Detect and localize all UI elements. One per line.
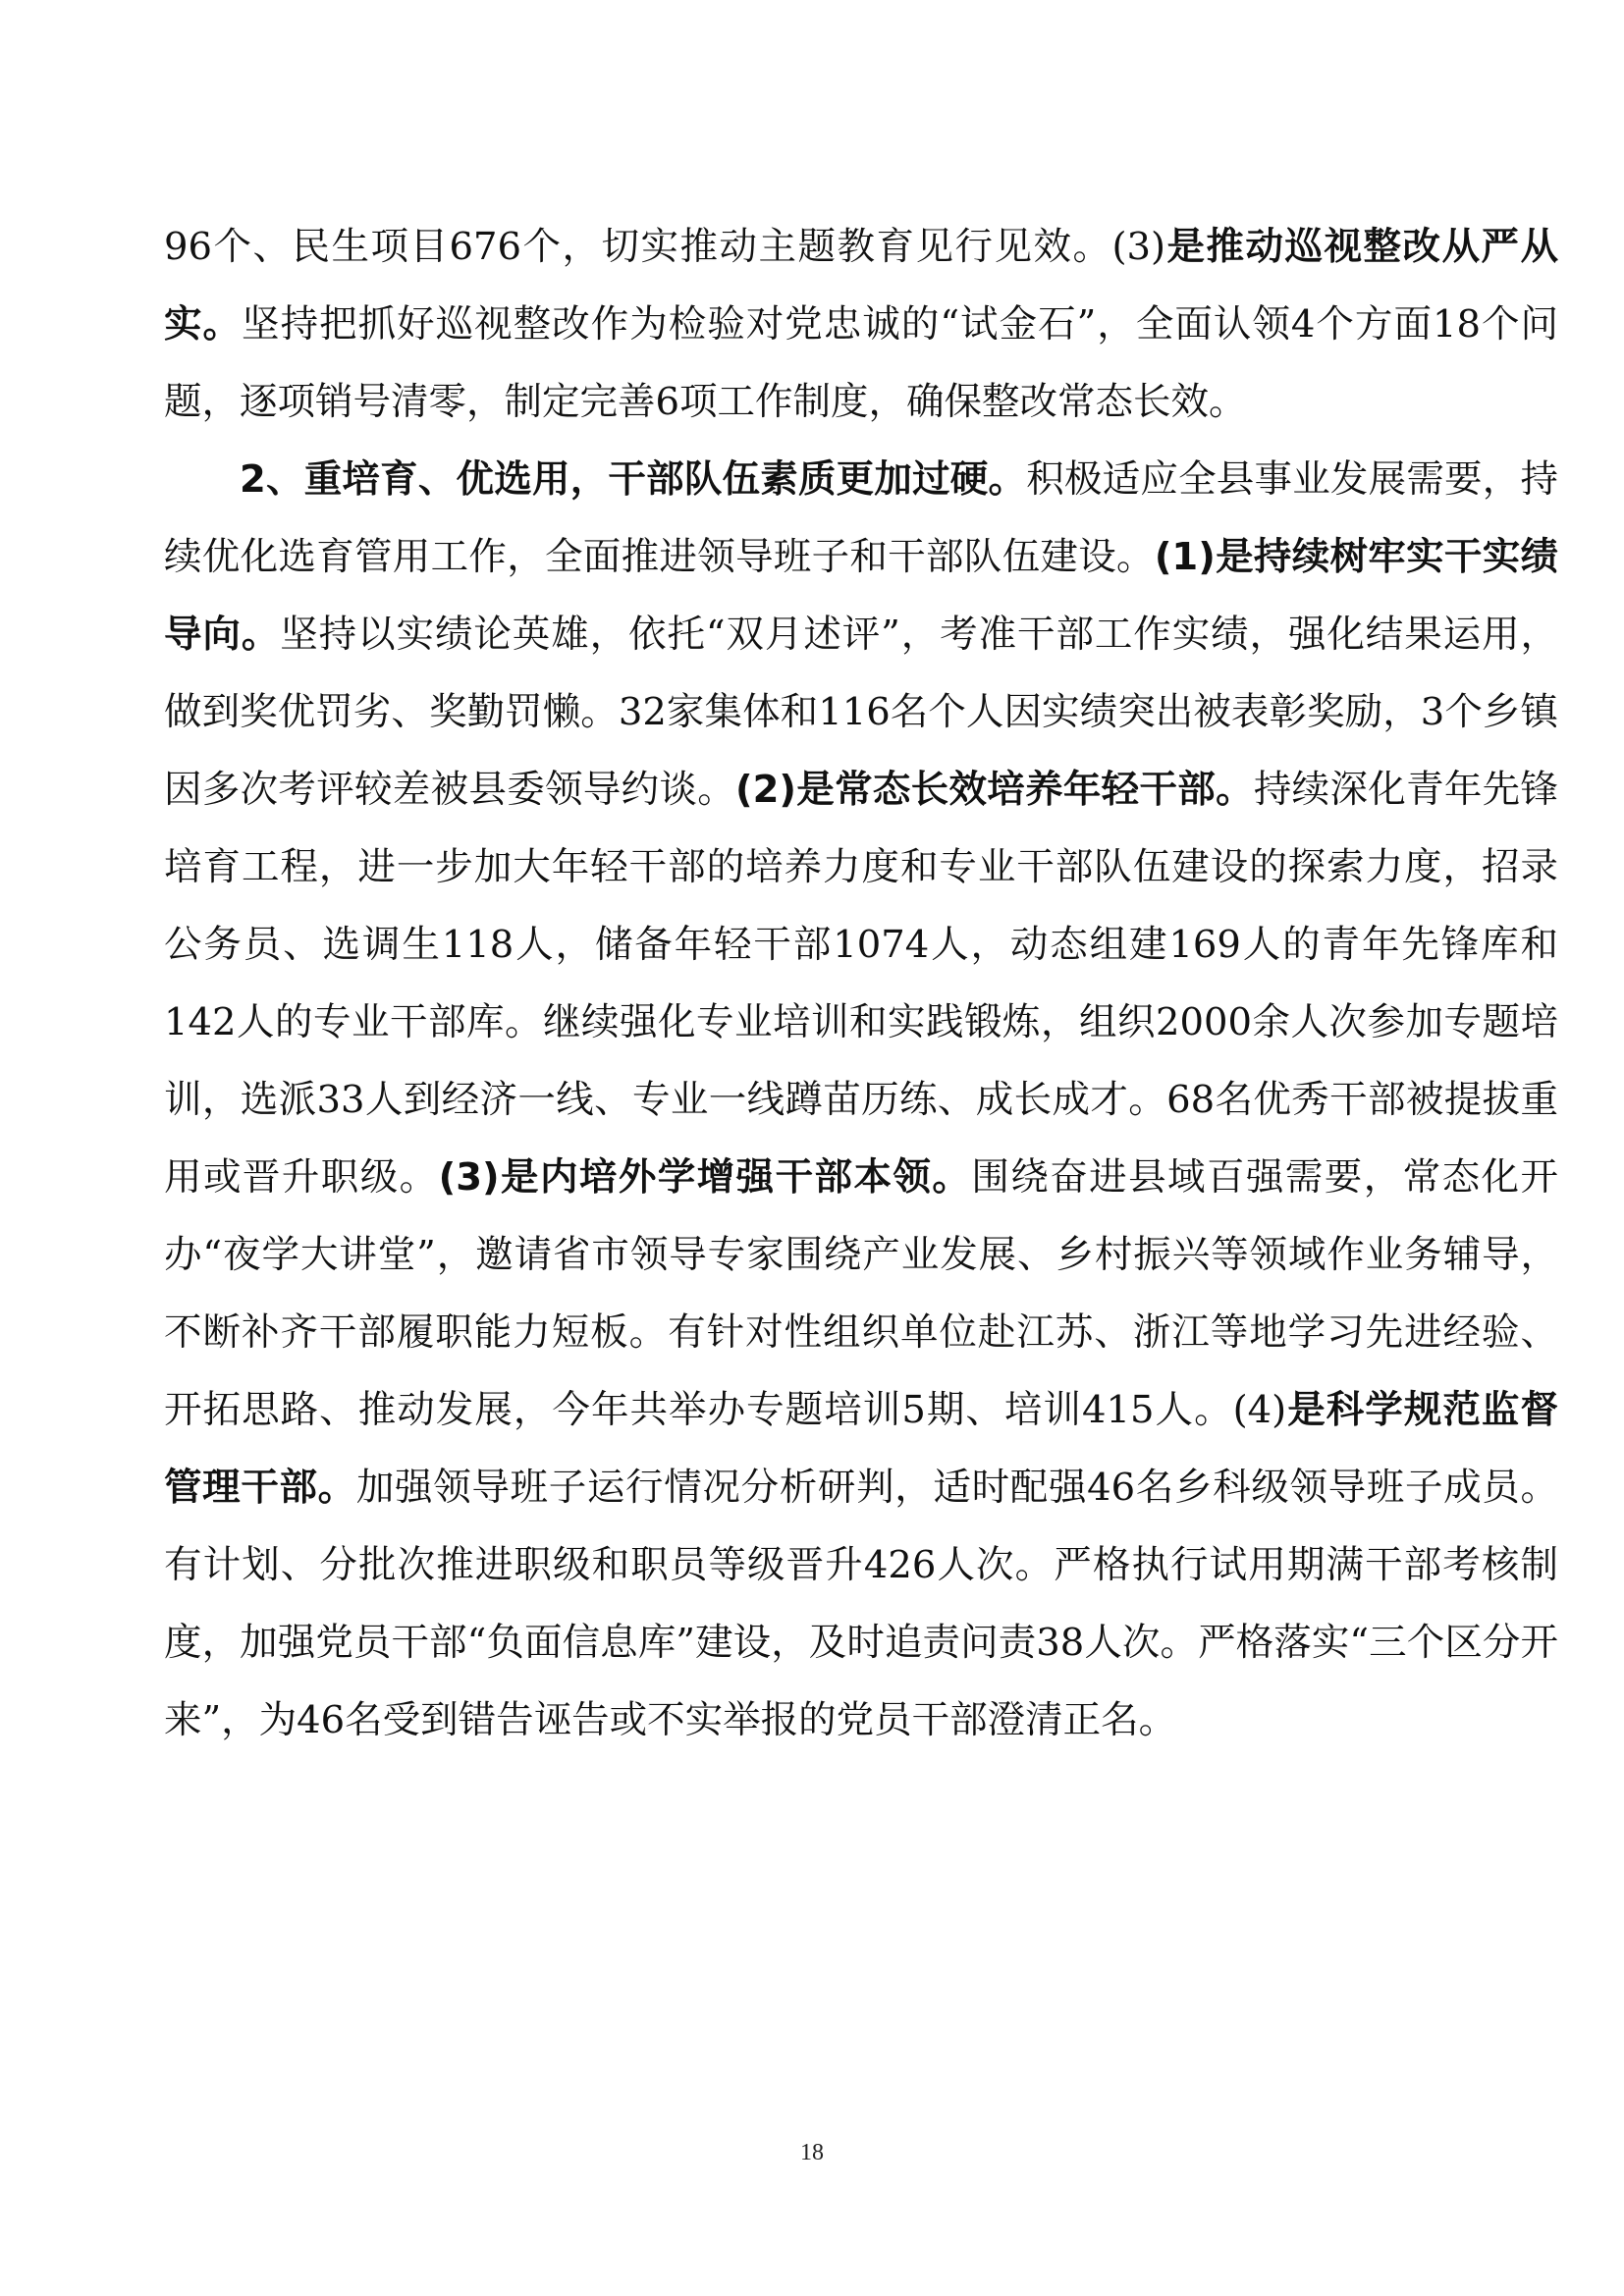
paragraph-2-text-1: 积极适应全县事业发展需要，持续优化选育管用工作，全面推进领导班子和干部队伍建设。 bbox=[164, 457, 1558, 579]
paragraph-2-text-5: 加强领导班子运行情况分析研判，适时配强46名乡科级领导班子成员。有计划、分批次推进职级和职员等级晋升426人次。严格执行试用期满干部考核制度，加强党员干部“负面信息库”建设，及时追责问责38人次。严格落实“三个区分开来”，为46名受到错告诬告或不实举报的党员干部澄清正名。 bbox=[164, 1466, 1558, 1742]
body-text bbox=[164, 208, 1558, 1759]
paragraph-1-heading-3: 是推动巡视整改从严从实。 bbox=[164, 225, 1558, 347]
subheading-1: (1)是持续树牢实干实绩导向。 bbox=[164, 535, 1558, 657]
subheading-3: (3)是内培外学增强干部本领。 bbox=[438, 1155, 972, 1200]
paragraph-2-text-2: 坚持以实绩论英雄，依托“双月述评”，考准干部工作实绩，强化结果运用，做到奖优罚劣、奖勤罚懒。32家集体和116名个人因实绩突出被表彰奖励，3个乡镇因多次考评较差被县委领导约谈。 bbox=[164, 613, 1558, 812]
section-2-heading: 2、重培育、优选用，干部队伍素质更加过硬。 bbox=[240, 457, 1027, 502]
page-number: 18 bbox=[800, 2140, 824, 2165]
paragraph-1 bbox=[164, 208, 1558, 441]
paragraph-2-text-3: 持续深化青年先锋培育工程，进一步加大年轻干部的培养力度和专业干部队伍建设的探索力度，招录公务员、选调生118人，储备年轻干部1074人，动态组建169人的青年先锋库和142人的专业干部库。继续强化专业培训和实践锻炼，组织2000余人次参加专题培训，选派33人到经济一线、专业一线蹲苗历练、成长成才。68名优秀干部被提拔重用或晋升职级。 bbox=[164, 768, 1558, 1200]
paragraph-1-text-1: 96个、民生项目676个，切实推动主题教育见行见效。(3) bbox=[164, 225, 1165, 269]
paragraph-2 bbox=[164, 441, 1558, 1759]
subheading-2: (2)是常态长效培养年轻干部。 bbox=[735, 768, 1254, 812]
paragraph-2-text-4: 围绕奋进县域百强需要，常态化开办“夜学大讲堂”，邀请省市领导专家围绕产业发展、乡村振兴等领域作业务辅导，不断补齐干部履职能力短板。有针对性组织单位赴江苏、浙江等地学习先进经验、开拓思路、推动发展，今年共举办专题培训5期、培训415人。(4) bbox=[164, 1155, 1558, 1432]
subheading-4: 是科学规范监督管理干部。 bbox=[164, 1388, 1558, 1510]
paragraph-1-text-2: 坚持把抓好巡视整改作为检验对党忠诚的“试金石”，全面认领4个方面18个问题，逐项销号清零，制定完善6项工作制度，确保整改常态长效。 bbox=[164, 302, 1558, 424]
